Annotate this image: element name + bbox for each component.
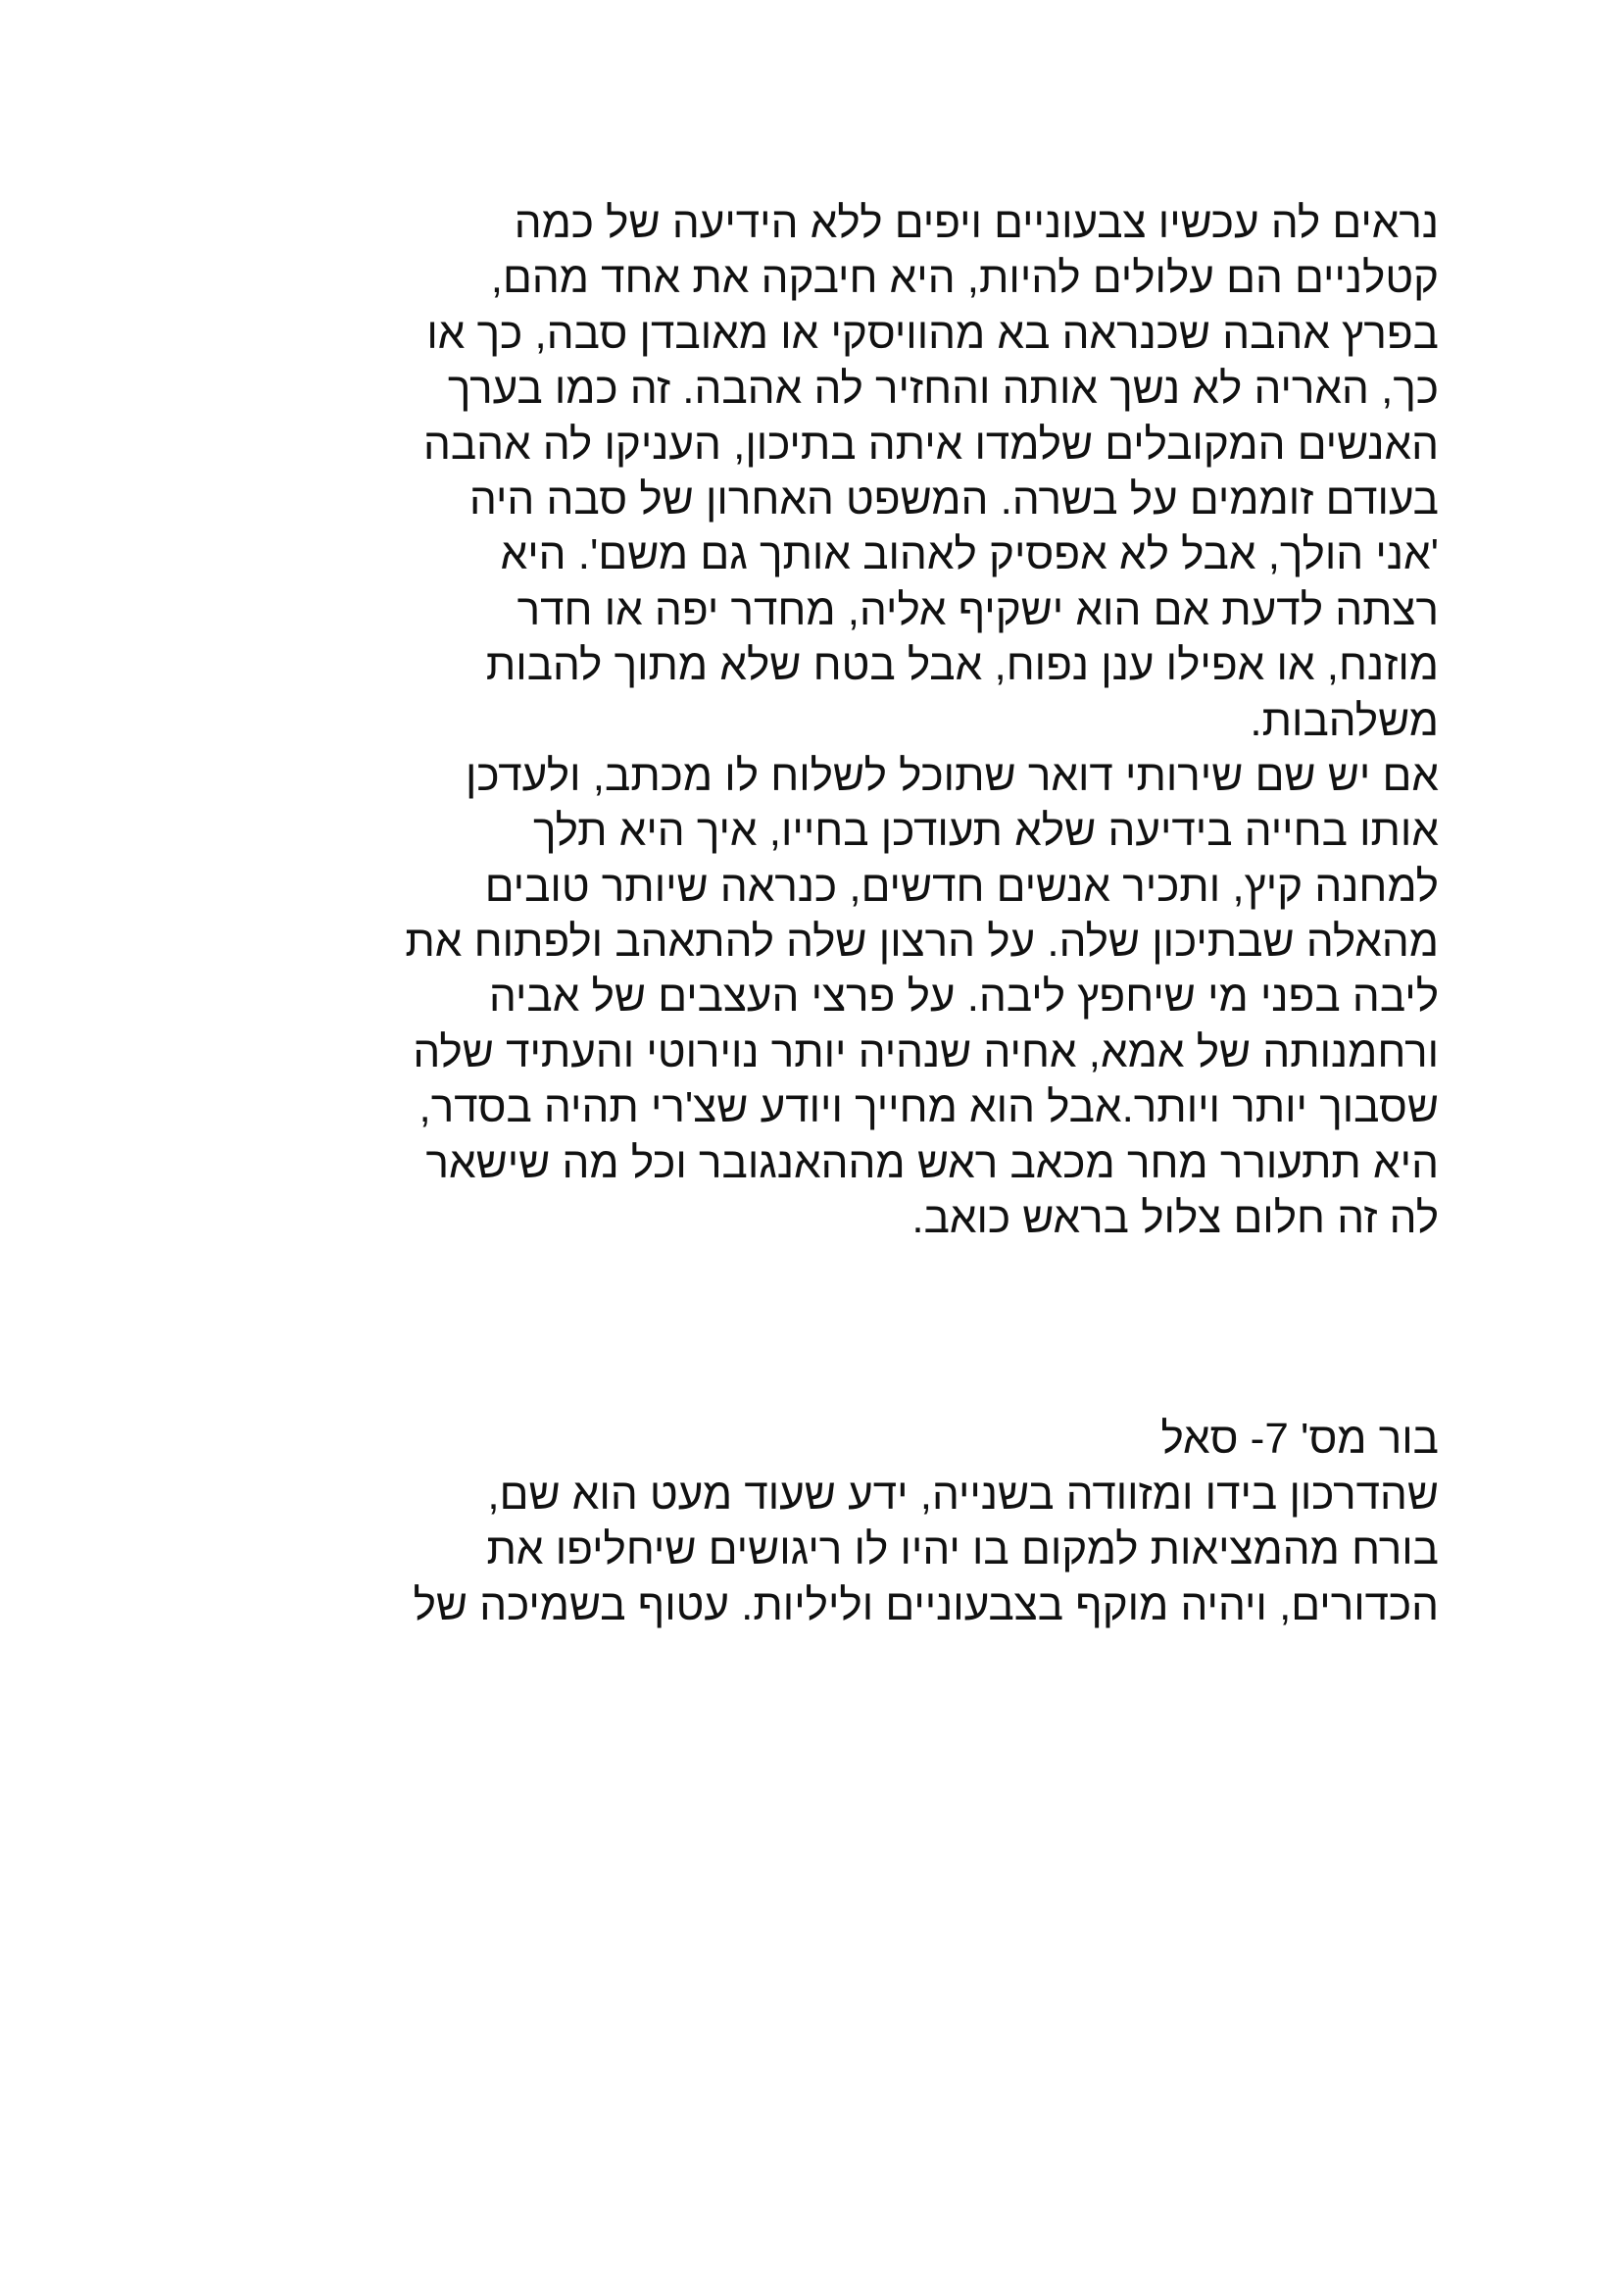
text-line: מהאלה שבתיכון שלה. על הרצון שלה להתאהב ולפתוח את [405,918,1439,967]
text-line: 'אני הולך, אבל לא אפסיק לאהוב אותך גם משם'. היא [500,530,1439,579]
text-line: אותו בחייה בידיעה שלא תעודכן בחייו, איך היא תלך [533,807,1439,856]
text-line: היא תתעורר מחר מכאב ראש מההאנגובר וכל מה שישאר [425,1138,1439,1187]
text-line: לה זה חלום צלול בראש כואב. [911,1194,1439,1243]
text-line: קטלניים הם עלולים להיות, היא חיבקה את אחד מהם, [490,254,1439,303]
text-line: ורחמנותה של אמא, אחיה שנהיה יותר נוירוטי והעתיד שלה [413,1027,1439,1076]
text-line: בפרץ אהבה שכנראה בא מהוויסקי או מאובדן סבה, כך או [426,309,1439,358]
text-line: האנשים המקובלים שלמדו איתה בתיכון, העניקו לה אהבה [422,420,1439,469]
text-line: משלהבות. [1250,696,1439,745]
paragraph-3 [145,1468,1439,1633]
text-line: ליבה בפני מי שיחפץ ליבה. על פרצי העצבים של אביה [488,973,1439,1022]
text-line: נראים לה עכשיו צבעוניים ויפים ללא הידיעה של כמה [514,199,1439,247]
text-line: רצתה לדעת אם הוא ישקיף אליה, מחדר יפה או חדר [516,585,1439,634]
text-line: הכדורים, ויהיה מוקף בצבעוניים וליליות. עטוף בשמיכה של [413,1580,1439,1629]
text-line: כך, האריה לא נשך אותה והחזיר לה אהבה. זה כמו בערך [447,365,1439,414]
text-line: בעודם זוממים על בשרה. המשפט האחרון של סבה היה [468,474,1439,524]
chapter-heading: בור מס' 7- סאל [1160,1415,1439,1464]
text-line: אם יש שם שירותי דואר שתוכל לשלוח לו מכתב, ולעדכן [466,751,1439,800]
text-line: שסבוך יותר ויותר.אבל הוא מחייך ויודע שצ'רי תהיה בסדר, [418,1083,1439,1132]
paragraph-1 [145,196,1439,749]
paragraph-2 [145,749,1439,1247]
section-spacer [145,1246,1439,1412]
text-line: בורח מהמציאות למקום בו יהיו לו ריגושים שיחליפו את [486,1525,1439,1574]
text-line: מוזנח, או אפילו ענן נפוח, אבל בטח שלא מתוך להבות [485,641,1439,690]
text-line: למחנה קיץ, ותכיר אנשים חדשים, כנראה שיותר טובים [484,862,1439,911]
document-body [145,196,1439,1633]
text-line: שהדרכון בידו ומזוודה בשנייה, ידע שעוד מעט הוא שם, [487,1470,1439,1519]
